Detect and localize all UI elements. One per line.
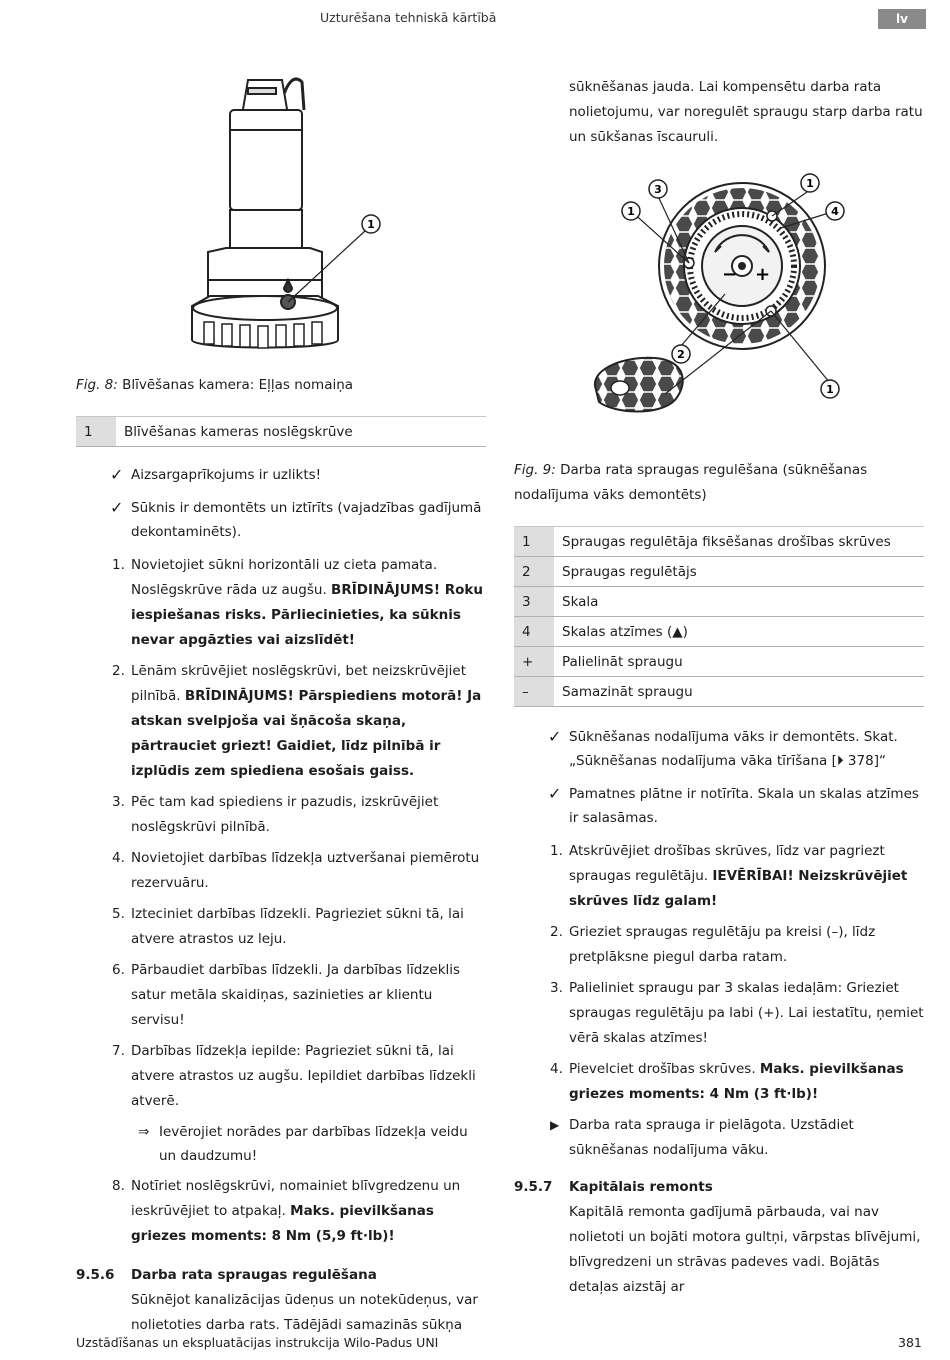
step-item: 5. Izteciniet darbības līdzekli. Pagrieziet sūkni tā, lai atvere atrastos uz leju. xyxy=(112,906,464,947)
prerequisite-item: ✓ Aizsargaprīkojums ir uzlikts! xyxy=(76,463,486,487)
impeller-gap-illustration xyxy=(585,168,855,420)
fig9-callout-1: 1 xyxy=(806,177,814,190)
step-item: 3. Palieliniet spraugu par 3 skalas iedaļām: Grieziet spraugas regulētāju pa labi (+). Lai iestatītu, ņemiet vērā skalas atzīmes! xyxy=(550,980,924,1046)
prerequisite-item: ✓ Pamatnes plātne ir notīrīta. Skala un skalas atzīmes ir salasāmas. xyxy=(548,784,919,826)
step-item: 8. Notīriet noslēgskrūvi, nomainiet blīvgredzenu un ieskrūvējiet to atpakaļ. Maks. pievilkšanas griezes moments: 8 Nm (5,9 ft·lb)! xyxy=(112,1178,461,1244)
step-item: 2. Grieziet spraugas regulētāju pa kreisi (–), līdz pretplāksne piegul darba ratam. xyxy=(550,924,876,965)
fig9-callout-1: 1 xyxy=(627,205,635,218)
minus-sign: − xyxy=(722,264,738,285)
footer-title: Uzstādīšanas un ekspluatācijas instrukcija Wilo-Padus UNI xyxy=(76,1335,439,1350)
fig9-callout-2: 2 xyxy=(677,348,685,361)
prerequisite-item: ✓ Sūknis ir demontēts un iztīrīts (vajadzības gadījumā dekontaminēts). xyxy=(110,498,482,540)
fig9-caption-text: Darba rata spraugas regulēšana (sūknēšanas nodalījuma vāks demontēts) xyxy=(514,462,868,503)
legend-row: 1 Spraugas regulētāja fiksēšanas drošības skrūves xyxy=(514,527,924,557)
fig8-callout-1: 1 xyxy=(367,218,375,231)
fig9-callout-3: 3 xyxy=(654,183,662,196)
legend-key: 1 xyxy=(76,417,116,447)
section-text: Kapitālā remonta gadījumā pārbauda, vai nav nolietoti un bojāti motora gultņi, vārpstas blīvējumi, blīvgredzeni un strāvas padeves vadi. Bojātās detaļas aizstāj ar xyxy=(569,1204,921,1295)
fig9-callout-1: 1 xyxy=(826,383,834,396)
step-item: 6. Pārbaudiet darbības līdzekli. Ja darbības līdzeklis satur metāla skaidiņas, sazinieties ar klientu servisu! xyxy=(112,962,461,1028)
step-item: 1. Novietojiet sūkni horizontāli uz cieta pamata. Noslēgskrūve rāda uz augšu. BRĪDINĀJUMS! Roku iespiešanas risks. Pārliecinieties, ka sūknis nevar apgāzties vai aizslīdēt! xyxy=(112,557,483,648)
fig8-legend xyxy=(76,416,486,447)
section-heading: 9.5.7 Kapitālais remonts xyxy=(514,1179,713,1195)
prerequisite-item: ✓ Sūknēšanas nodalījuma vāks ir demontēts. Skat. „Sūknēšanas nodalījuma vāka tīrīšana [⏵ 378]“ xyxy=(548,727,898,769)
plus-sign: + xyxy=(755,264,771,285)
legend-row: + Palielināt spraugu xyxy=(514,647,924,677)
section-text: Sūknējot kanalizācijas ūdeņus un notekūdeņus, var nolietoties darba rats. Tādējādi samazinās sūkņa xyxy=(131,1292,478,1333)
checkmark-icon: ✓ xyxy=(110,498,124,517)
fig9-caption xyxy=(514,458,924,508)
legend-row: 3 Skala xyxy=(514,587,924,617)
left-column-body xyxy=(76,463,486,1338)
step-item: 4. Pievelciet drošības skrūves. Maks. pievilkšanas griezes moments: 4 Nm (3 ft·lb)! xyxy=(550,1061,904,1102)
section-heading: 9.5.6 Darba rata spraugas regulēšana xyxy=(76,1267,377,1283)
step-note: ⇒ Ievērojiet norādes par darbības līdzekļa veidu un daudzumu! xyxy=(76,1120,486,1168)
step-item: 2. Lēnām skrūvējiet noslēgskrūvi, bet neizskrūvējiet pilnībā. BRĪDINĀJUMS! Pārspiediens motorā! Ja atskan svelpjoša vai šņācoša skaņa, pārtrauciet griezt! Gaidiet, līdz pilnībā ir izplūdis zem spiediena esošais gaiss. xyxy=(112,663,482,779)
fig9-legend xyxy=(514,526,924,707)
fig8-caption-label: Fig. 8: xyxy=(76,377,118,393)
fig9-caption-label: Fig. 9: xyxy=(514,462,556,478)
checkmark-icon: ✓ xyxy=(548,784,562,803)
legend-row: 4 Skalas atzīmes (▲) xyxy=(514,617,924,647)
legend-row xyxy=(76,417,486,447)
checkmark-icon: ✓ xyxy=(548,727,562,746)
pump-illustration xyxy=(170,70,420,365)
step-item: 4. Novietojiet darbības līdzekļa uztveršanai piemērotu rezervuāru. xyxy=(112,850,480,891)
step-item: 7. Darbības līdzekļa iepilde: Pagrieziet sūkni tā, lai atvere atrastos uz augšu. Iepildiet darbības līdzekli atverē. xyxy=(112,1043,476,1109)
checkmark-icon: ✓ xyxy=(110,465,124,484)
fig8-caption-text: Blīvēšanas kamera: Eļļas nomaiņa xyxy=(122,377,354,393)
step-item: 3. Pēc tam kad spiediens ir pazudis, izskrūvējiet noslēgskrūvi pilnībā. xyxy=(112,794,439,835)
legend-row: – Samazināt spraugu xyxy=(514,677,924,707)
page-number: 381 xyxy=(898,1335,922,1350)
fig9-callout-4: 4 xyxy=(831,205,839,218)
triangle-right-icon: ▶ xyxy=(550,1118,560,1132)
right-column-body xyxy=(514,725,924,1300)
step-item: 1. Atskrūvējiet drošības skrūves, līdz var pagriezt spraugas regulētāju. IEVĒRĪBAI! Neizskrūvējiet skrūves līdz galam! xyxy=(550,843,908,909)
right-intro: sūknēšanas jauda. Lai kompensētu darba rata nolietojumu, var noregulēt spraugu starp darba ratu un sūkšanas īscauruli. xyxy=(569,79,923,145)
language-tab: lv xyxy=(878,9,926,29)
legend-value: Blīvēšanas kameras noslēgskrūve xyxy=(116,417,486,447)
running-header: Uzturēšana tehniskā kārtībā xyxy=(320,10,497,25)
result-item: ▶ Darba rata sprauga ir pielāgota. Uzstādiet sūknēšanas nodalījuma vāku. xyxy=(514,1113,924,1163)
fig8-caption xyxy=(76,373,486,398)
legend-row: 2 Spraugas regulētājs xyxy=(514,557,924,587)
arrow-icon: ⇒ xyxy=(138,1124,150,1140)
